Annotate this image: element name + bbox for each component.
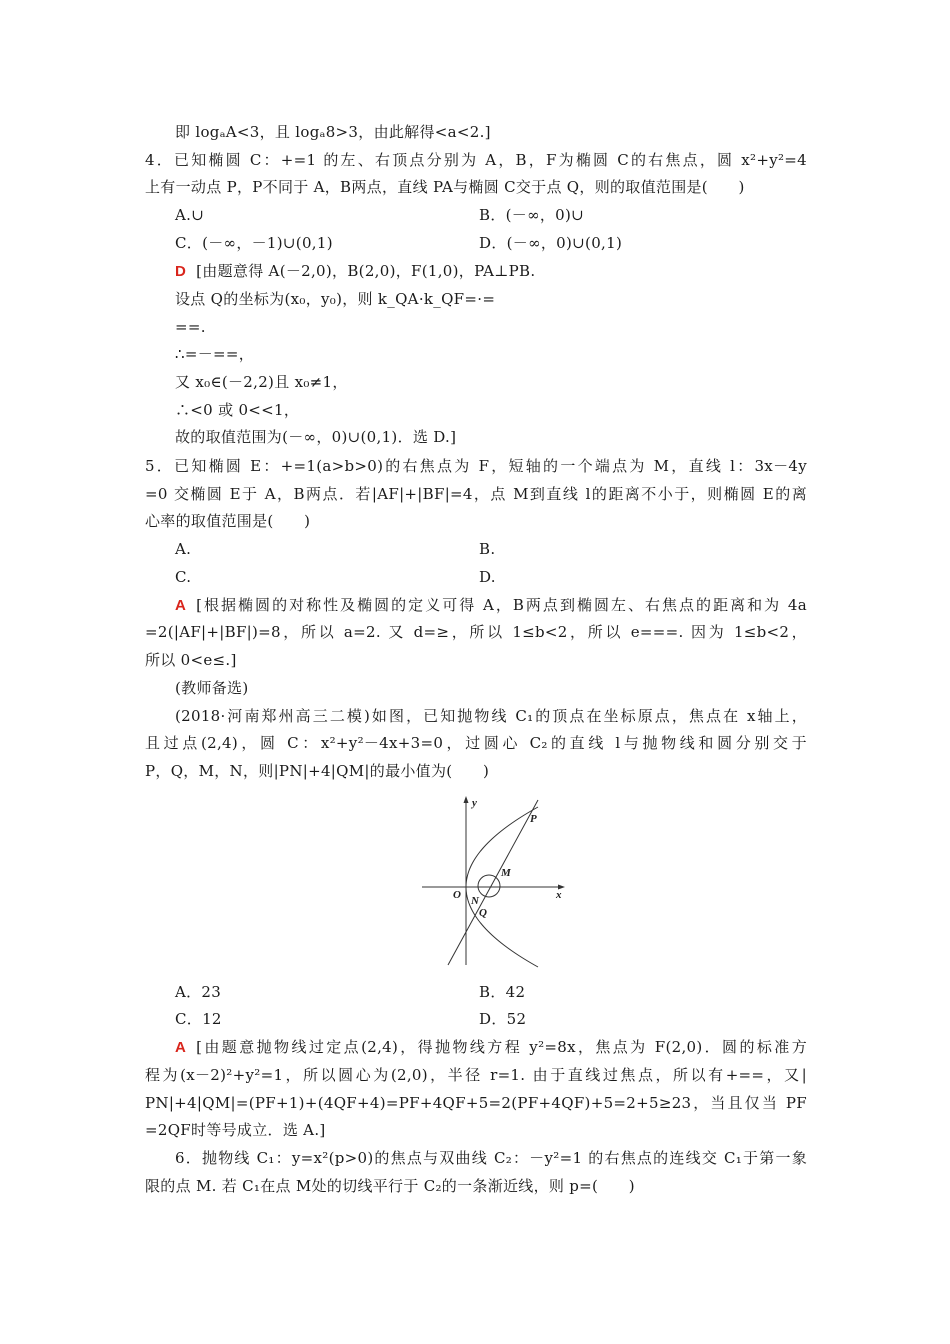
- question-text: P，Q，M，N，则|PN|+4|QM|的最小值为( ): [145, 762, 490, 780]
- option-a: A．23: [175, 983, 222, 1001]
- label-p: P: [530, 813, 537, 825]
- solution-text: [由题意得 A(－2,0)，B(2,0)，F(1,0)，PA⊥PB.: [196, 262, 536, 280]
- solution-line: 设点 Q的坐标为(x₀，y₀)，则 k_QA·k_QF=·=: [175, 290, 496, 308]
- question-4-text: 上有一动点 P，P不同于 A，B两点，直线 PA与椭圆 C交于点 Q，则的取值范围是( ): [145, 178, 745, 196]
- option-b: B．42: [479, 983, 526, 1001]
- y-arrow-icon: [464, 796, 469, 803]
- question-4-text: 4．已知椭圆 C：+=1 的左、右顶点分别为 A，B，F为椭圆 C的右焦点，圆 x²+y²=4: [145, 151, 807, 169]
- question-6-text: 6．抛物线 C₁：y=x²(p>0)的焦点与双曲线 C₂：－y²=1 的右焦点的连线交 C₁于第一象: [175, 1149, 807, 1167]
- label-q: Q: [479, 907, 487, 919]
- option-a: A.∪: [175, 206, 205, 224]
- option-d: D.: [479, 568, 496, 586]
- option-c: C．(－∞，－1)∪(0,1): [175, 234, 333, 252]
- label-y: y: [472, 797, 477, 809]
- label-o: O: [453, 889, 461, 901]
- solution-line: 故的取值范围为(－∞，0)∪(0,1)．选 D.]: [175, 428, 457, 446]
- solution-line: 程为(x－2)²+y²=1，所以圆心为(2,0)，半径 r=1. 由于直线过焦点，所以有+==，又|: [145, 1066, 807, 1084]
- label-n: N: [471, 895, 479, 907]
- solution-line: 所以 0<e≤.]: [145, 651, 237, 669]
- answer-letter: D: [175, 263, 187, 280]
- answer-letter: A: [175, 1039, 187, 1056]
- option-d: D．52: [479, 1010, 527, 1028]
- solution-line: =2QF时等号成立．选 A.]: [145, 1121, 326, 1139]
- solution-line: 又 x₀∈(－2,2)且 x₀≠1，: [175, 373, 348, 391]
- text-line: 即 logₐA<3，且 logₐ8>3，由此解得<a<2.]: [175, 123, 491, 141]
- answer-letter: A: [175, 597, 187, 614]
- question-text: 且过点(2,4)，圆 C：x²+y²－4x+3=0，过圆心 C₂的直线 l与抛物线和圆分别交于: [145, 734, 807, 752]
- question-6-text: 限的点 M. 若 C₁在点 M处的切线平行于 C₂的一条渐近线，则 p=( ): [145, 1177, 635, 1195]
- option-c: C．12: [175, 1010, 222, 1028]
- solution-line: [175, 1037, 807, 1058]
- option-b: B．(－∞，0)∪: [479, 206, 585, 224]
- solution-line: PN|+4|QM|=(PF+1)+(4QF+4)=PF+4QF+5=2(PF+4QF)+5=2+5≥23，当且仅当 PF: [145, 1094, 807, 1112]
- solution-text: [由题意抛物线过定点(2,4)，得抛物线方程 y²=8x，焦点为 F(2,0)．圆的标准方: [196, 1038, 807, 1056]
- solution-line: ∴<0 或 0<<1，: [175, 401, 300, 419]
- option-a: A.: [175, 540, 192, 558]
- option-b: B.: [479, 540, 496, 558]
- line-l: [448, 800, 538, 965]
- solution-text: [根据椭圆的对称性及椭圆的定义可得 A，B两点到椭圆左、右焦点的距离和为 4a: [196, 596, 807, 614]
- circle: [478, 875, 500, 897]
- option-d: D．(－∞，0)∪(0,1): [479, 234, 623, 252]
- solution-line: [175, 261, 535, 282]
- label-m: M: [501, 867, 511, 879]
- option-c: C.: [175, 568, 192, 586]
- question-text: (2018·河南郑州高三二模)如图，已知抛物线 C₁的顶点在坐标原点，焦点在 x轴上，: [175, 707, 807, 725]
- solution-line: [175, 595, 807, 616]
- question-5-text: =0 交椭圆 E于 A，B两点．若|AF|+|BF|=4，点 M到直线 l的距离不小于，则椭圆 E的离: [145, 485, 807, 503]
- question-5-text: 5．已知椭圆 E：+=1(a>b>0)的右焦点为 F，短轴的一个端点为 M，直线 l：3x－4y: [145, 457, 807, 475]
- solution-line: =2(|AF|+|BF|)=8，所以 a=2. 又 d=≥，所以 1≤b<2，所以 e===. 因为 1≤b<2，: [145, 623, 807, 641]
- solution-line: ∴=－==，: [175, 345, 255, 363]
- question-5-text: 心率的取值范围是( ): [145, 512, 311, 530]
- label-x: x: [556, 889, 562, 901]
- parabola-circle-figure: [415, 790, 575, 975]
- solution-line: ==.: [175, 318, 206, 336]
- teacher-selection-label: (教师备选): [175, 679, 249, 697]
